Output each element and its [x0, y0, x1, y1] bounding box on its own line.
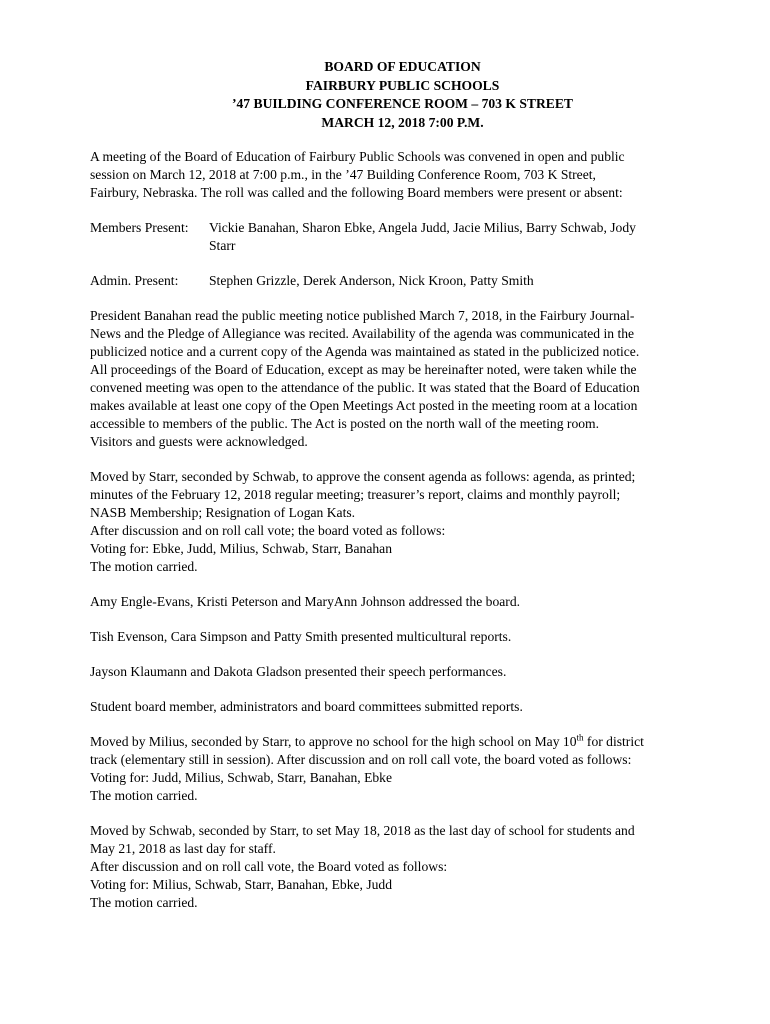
header-school-name: FAIRBURY PUBLIC SCHOOLS: [305, 77, 500, 93]
notice-line: News and the Pledge of Allegiance was recited. Availability of the agenda was communicated in the: [90, 326, 635, 341]
intro-line: A meeting of the Board of Education of Fairbury Public Schools was convened in open and public: [90, 149, 625, 164]
minutes-page: [90, 58, 715, 929]
motion-line: After discussion and on roll call vote, the Board voted as follows:: [90, 859, 448, 874]
header-board-title: BOARD OF EDUCATION: [324, 59, 481, 74]
addressed-board-paragraph: Amy Engle-Evans, Kristi Peterson and MaryAnn Johnson addressed the board.: [90, 594, 521, 609]
header-date-time: MARCH 12, 2018 7:00 P.M.: [321, 114, 484, 130]
admin-present-row: [90, 272, 715, 290]
members-present-label: Members Present:: [90, 220, 189, 235]
motion-line: The motion carried.: [90, 559, 198, 574]
motion-line: NASB Membership; Resignation of Logan Kats.: [90, 505, 356, 520]
members-line: Vickie Banahan, Sharon Ebke, Angela Judd, Jacie Milius, Barry Schwab, Jody: [209, 220, 636, 235]
motion-line: [90, 733, 715, 751]
speech-performances-paragraph: Jayson Klaumann and Dakota Gladson presented their speech performances.: [90, 664, 507, 679]
notice-line: accessible to members of the public. The Act is posted on the north wall of the meeting room.: [90, 416, 600, 431]
notice-line: Visitors and guests were acknowledged.: [90, 434, 308, 449]
intro-line: session on March 12, 2018 at 7:00 p.m., in the ’47 Building Conference Room, 703 K Street,: [90, 167, 596, 182]
motion-text: Moved by Milius, seconded by Starr, to approve no school for the high school on May 10: [90, 734, 577, 749]
motion-line: Voting for: Milius, Schwab, Starr, Banahan, Ebke, Judd: [90, 877, 393, 892]
notice-line: President Banahan read the public meeting notice published March 7, 2018, in the Fairbury Journal-: [90, 308, 635, 323]
motion-line: The motion carried.: [90, 895, 198, 910]
intro-line: Fairbury, Nebraska. The roll was called and the following Board members were present or absent:: [90, 185, 623, 200]
no-school-motion: [90, 733, 715, 805]
motion-line: May 21, 2018 as last day for staff.: [90, 841, 276, 856]
header-location: ’47 BUILDING CONFERENCE ROOM – 703 K STREET: [231, 96, 573, 111]
members-present-value: [209, 219, 715, 255]
notice-line: makes available at least one copy of the Open Meetings Act posted in the meeting room at a location: [90, 398, 638, 413]
members-line: Starr: [209, 238, 236, 253]
ordinal-suffix: th: [576, 732, 584, 743]
consent-agenda-motion: [90, 468, 715, 576]
admin-present-value: Stephen Grizzle, Derek Anderson, Nick Kroon, Patty Smith: [209, 273, 534, 288]
motion-line: Moved by Schwab, seconded by Starr, to set May 18, 2018 as the last day of school for students and: [90, 823, 635, 838]
notice-line: convened meeting was open to the attendance of the public. It was stated that the Board of Education: [90, 380, 640, 395]
motion-line: The motion carried.: [90, 788, 198, 803]
admin-present-label: Admin. Present:: [90, 273, 179, 288]
multicultural-reports-paragraph: Tish Evenson, Cara Simpson and Patty Smith presented multicultural reports.: [90, 629, 512, 644]
motion-line: track (elementary still in session). After discussion and on roll call vote, the board voted as follows:: [90, 752, 632, 767]
motion-line: Voting for: Judd, Milius, Schwab, Starr, Banahan, Ebke: [90, 770, 393, 785]
notice-line: All proceedings of the Board of Education, except as may be hereinafter noted, were taken while the: [90, 362, 637, 377]
document-header: [90, 58, 715, 132]
meeting-notice-paragraph: [90, 307, 715, 451]
intro-paragraph: [90, 148, 715, 202]
notice-line: publicized notice and a current copy of the Agenda was maintained as stated in the publicized notice.: [90, 344, 640, 359]
motion-line: minutes of the February 12, 2018 regular meeting; treasurer’s report, claims and monthly payroll;: [90, 487, 621, 502]
last-day-motion: [90, 822, 715, 912]
members-present-row: [90, 219, 715, 255]
motion-line: Moved by Starr, seconded by Schwab, to approve the consent agenda as follows: agenda, as printed;: [90, 469, 636, 484]
motion-line: After discussion and on roll call vote; the board voted as follows:: [90, 523, 446, 538]
motion-text: for district: [583, 734, 644, 749]
motion-line: Voting for: Ebke, Judd, Milius, Schwab, Starr, Banahan: [90, 541, 393, 556]
submitted-reports-paragraph: Student board member, administrators and board committees submitted reports.: [90, 699, 523, 714]
